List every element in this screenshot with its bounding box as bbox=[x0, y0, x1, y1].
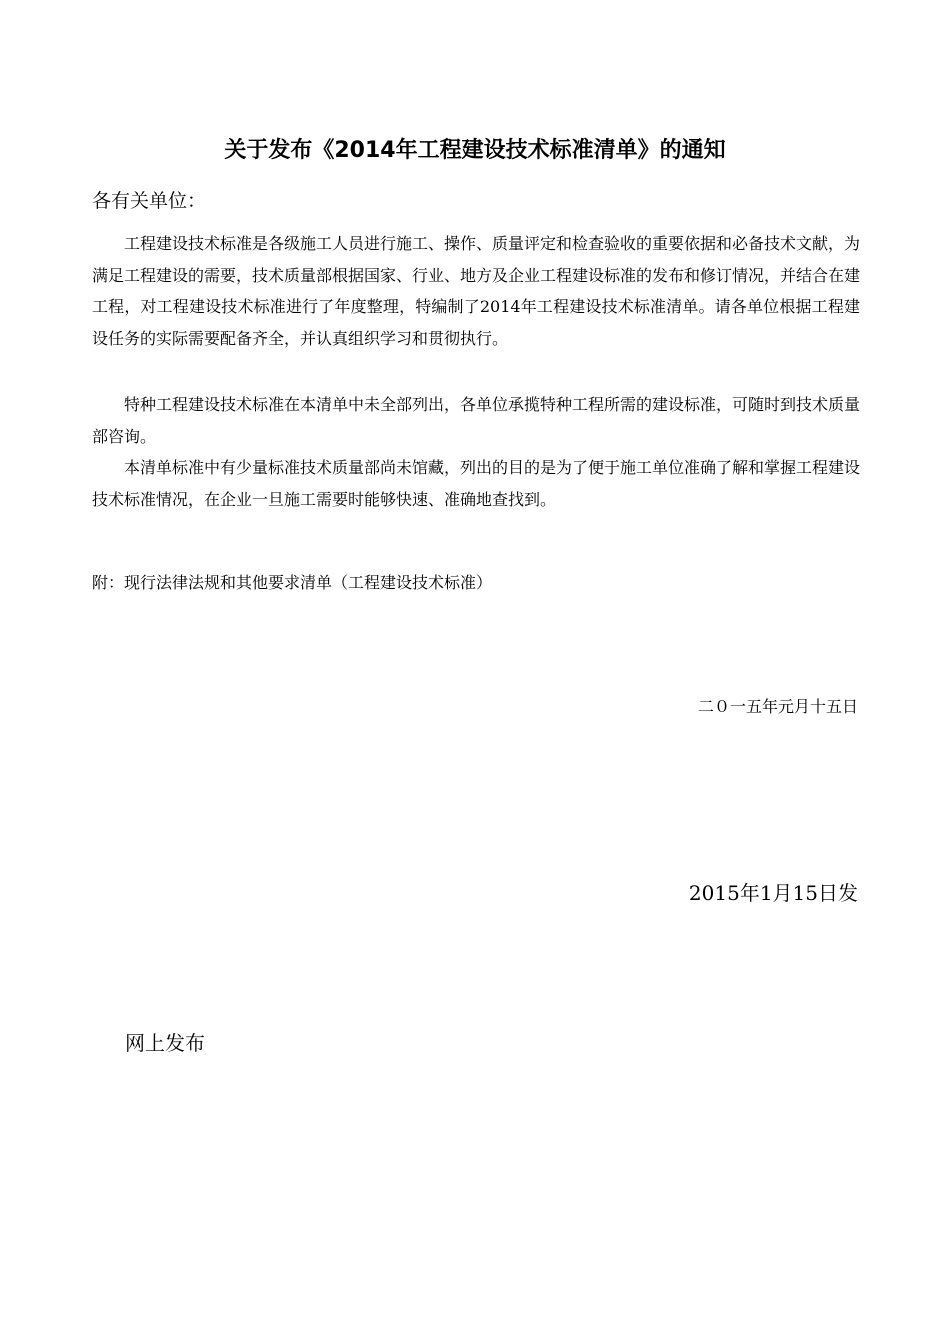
salutation: 各有关单位： bbox=[92, 190, 207, 212]
online-publication-note: 网上发布 bbox=[125, 1031, 205, 1055]
issue-date: 2015年1月15日发 bbox=[688, 881, 858, 905]
body-paragraph-3: 本清单标准中有少量标准技术质量部尚未馆藏，列出的目的是为了便于施工单位准确了解和掌握工程建设技术标准情况，在企业一旦施工需要时能够快速、准确地查找到。 bbox=[92, 458, 861, 509]
attachment-note: 附：现行法律法规和其他要求清单（工程建设技术标准） bbox=[92, 573, 493, 592]
body-paragraph-1: 工程建设技术标准是各级施工人员进行施工、操作、质量评定和检查验收的重要依据和必备技术文献，为满足工程建设的需要，技术质量部根据国家、行业、地方及企业工程建设标准的发布和修订情况，并结合在建工程，对工程建设技术标准进行了年度整理，特编制了2014年工程建设技术标准清单。请各单位根据工程建设任务的实际需要配备齐全，并认真组织学习和贯彻执行。 bbox=[92, 234, 861, 348]
body-paragraph-2: 特种工程建设技术标准在本清单中未全部列出，各单位承揽特种工程所需的建设标准，可随时到技术质量部咨询。 bbox=[92, 395, 861, 446]
date-chinese: 二０一五年元月十五日 bbox=[697, 697, 858, 716]
document-title: 关于发布《2014年工程建设技术标准清单》的通知 bbox=[224, 138, 726, 163]
